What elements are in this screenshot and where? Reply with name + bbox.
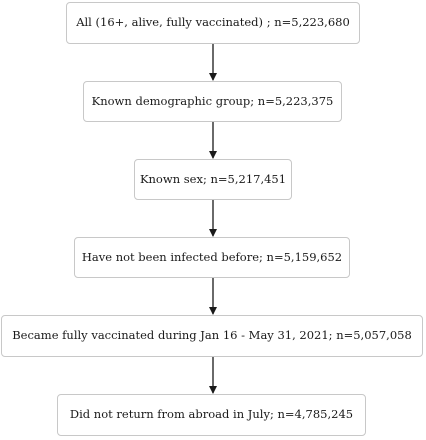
flow-step-known-sex-label: Known sex; n=5,217,451	[139, 171, 287, 186]
flow-step-not-abroad-label: Did not return from abroad in July; n=4,785,245	[69, 407, 354, 422]
flow-step-not-infected-label: Have not been infected before; n=5,159,652	[81, 249, 343, 264]
flow-step-all-label: All (16+, alive, fully vaccinated) ; n=5,223,680	[76, 15, 350, 30]
flow-step-known-sex	[134, 159, 292, 200]
flow-step-vaccinated-period	[1, 315, 423, 357]
flow-step-not-abroad	[57, 394, 366, 436]
flow-step-known-demographic	[83, 81, 342, 122]
flow-step-not-infected	[74, 237, 350, 278]
flow-step-all	[66, 2, 360, 44]
flow-step-known-demographic-label: Known demographic group; n=5,223,375	[91, 93, 334, 108]
flow-step-vaccinated-period-label: Became fully vaccinated during Jan 16 - May 31, 2021; n=5,057,058	[12, 328, 412, 343]
